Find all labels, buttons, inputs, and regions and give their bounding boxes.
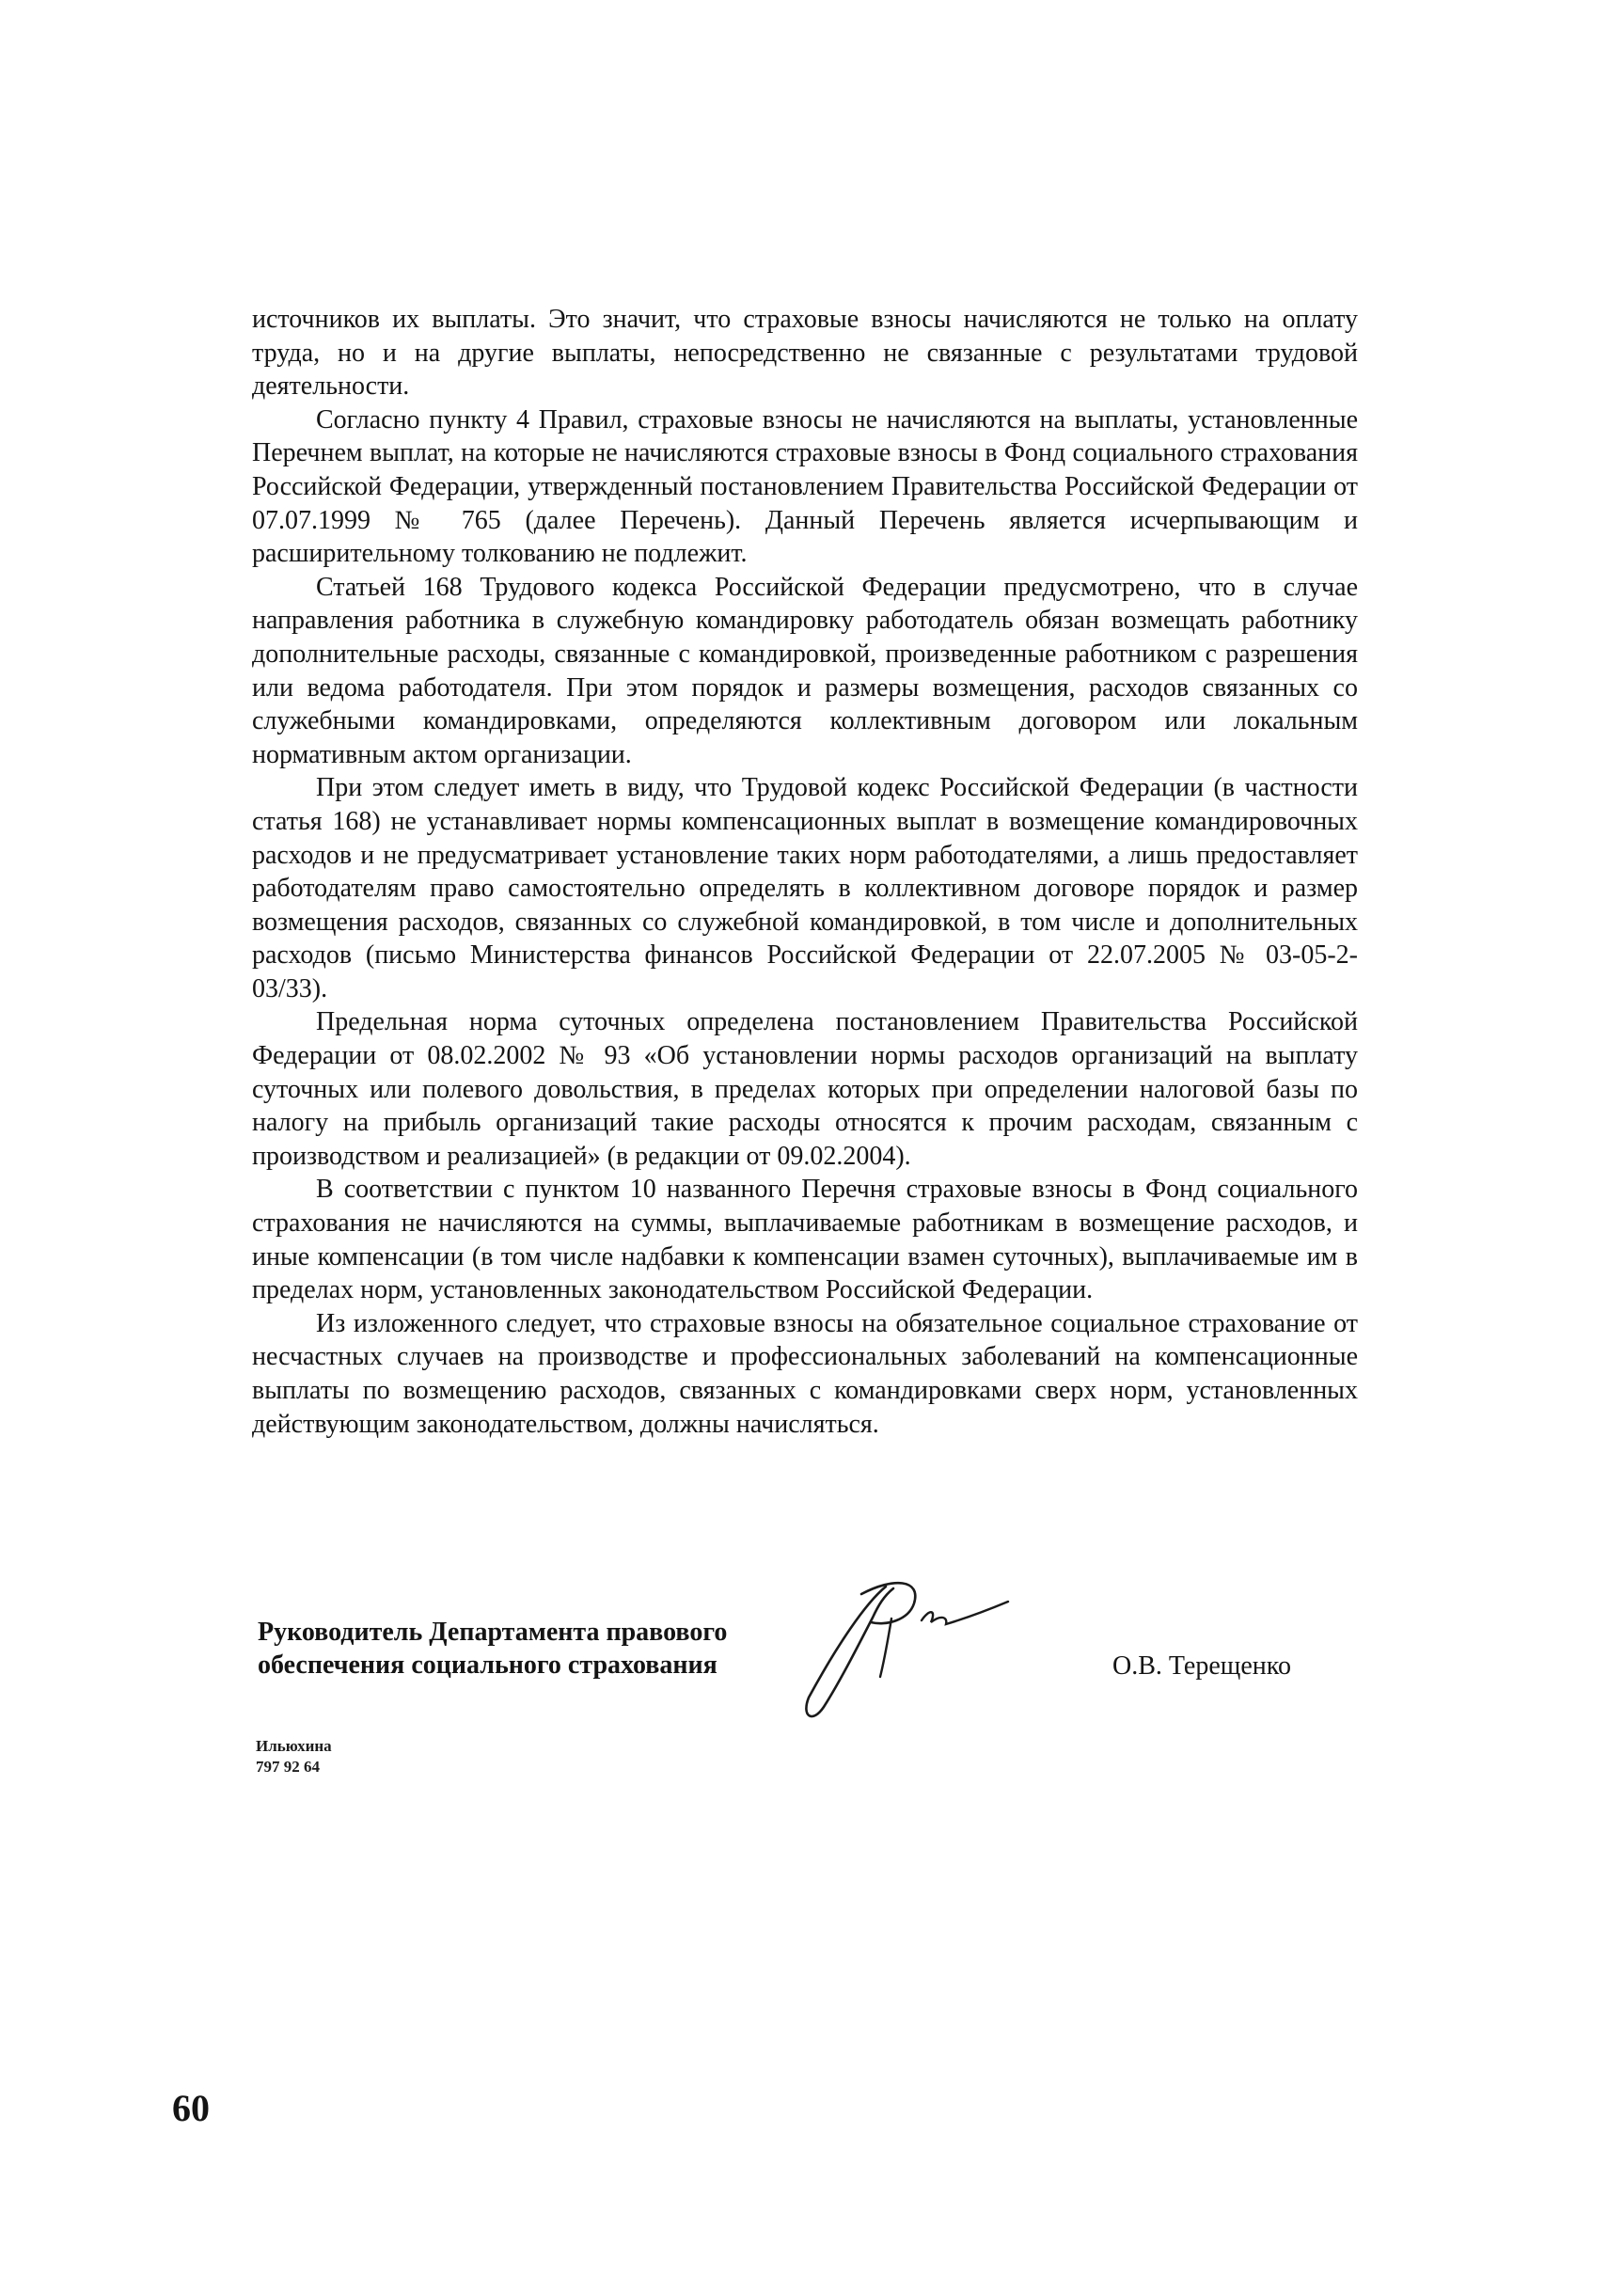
executor-name: Ильюхина — [256, 1737, 332, 1755]
handwritten-signature-icon — [780, 1566, 1016, 1726]
paragraph-3: Статьей 168 Трудового кодекса Российской Федерации предусмотрено, что в случае направления работника в служебную командировку работодатель обязан возмещать работнику дополнительные расходы, связанные с командировкой, произведенные работником с разрешения или ведома работодателя. При этом порядок и размеры возмещения, расходов связанных со служебными командировками, определяются коллективным договором или локальным нормативным актом организации. — [252, 572, 1358, 769]
paragraph-2: Согласно пункту 4 Правил, страховые взносы не начисляются на выплаты, установленные Перечнем выплат, на которые не начисляются страховые взносы в Фонд социального страхования Российской Федерации, утвержденный постановлением Правительства Российской Федерации от 07.07.1999 № 765 (далее Перечень). Данный Перечень является исчерпывающим и расширительному толкованию не подлежит. — [252, 404, 1358, 569]
paragraph-4: При этом следует иметь в виду, что Трудовой кодекс Российской Федерации (в частности статья 168) не устанавливает нормы компенсационных выплат в возмещение командировочных расходов и не предусматривает установление таких норм работодателями, а лишь предоставляет работодателям право самостоятельно определять в коллективном договоре порядок и размер возмещения расходов, связанных со служебной командировкой, в том числе и дополнительных расходов (письмо Министерства финансов Российской Федерации от 22.07.2005 № 03-05-2-03/33). — [252, 773, 1358, 1003]
executor-phone: 797 92 64 — [256, 1758, 320, 1776]
page-number: 60 — [172, 2087, 210, 2129]
paragraph-1: источников их выплаты. Это значит, что страховые взносы начисляются не только на оплату труда, но и на другие выплаты, непосредственно не связанные с результатами трудовой деятельности. — [252, 305, 1358, 402]
signatory-name: О.В. Терещенко — [1112, 1651, 1291, 1681]
paragraph-5: Предельная норма суточных определена постановлением Правительства Российской Федерации от 08.02.2002 № 93 «Об установлении нормы расходов организаций на выплату суточных или полевого довольствия, в пределах которых при определении налоговой базы по налогу на прибыль организаций такие расходы относятся к прочим расходам, связанным с производством и реализацией» (в редакции от 09.02.2004). — [252, 1007, 1358, 1171]
executor-info — [256, 1736, 332, 1777]
paragraph-7: Из изложенного следует, что страховые взносы на обязательное социальное страхование от несчастных случаев на производстве и профессиональных заболеваний на компенсационные выплаты по возмещению расходов, связанных с командировками сверх норм, установленных действующим законодательством, должны начисляться. — [252, 1308, 1358, 1439]
signatory-title-line-2: обеспечения социального страхования — [258, 1650, 717, 1680]
paragraph-6: В соответствии с пунктом 10 названного Перечня страховые взносы в Фонд социального страхования не начисляются на суммы, выплачиваемые работникам в возмещение расходов, и иные компенсации (в том числе надбавки к компенсации взамен суточных), выплачиваемые им в пределах норм, установленных законодательством Российской Федерации. — [252, 1175, 1358, 1305]
letter-body — [252, 303, 1358, 1441]
signatory-title-line-1: Руководитель Департамента правового — [258, 1618, 728, 1647]
signatory-title — [258, 1616, 727, 1682]
